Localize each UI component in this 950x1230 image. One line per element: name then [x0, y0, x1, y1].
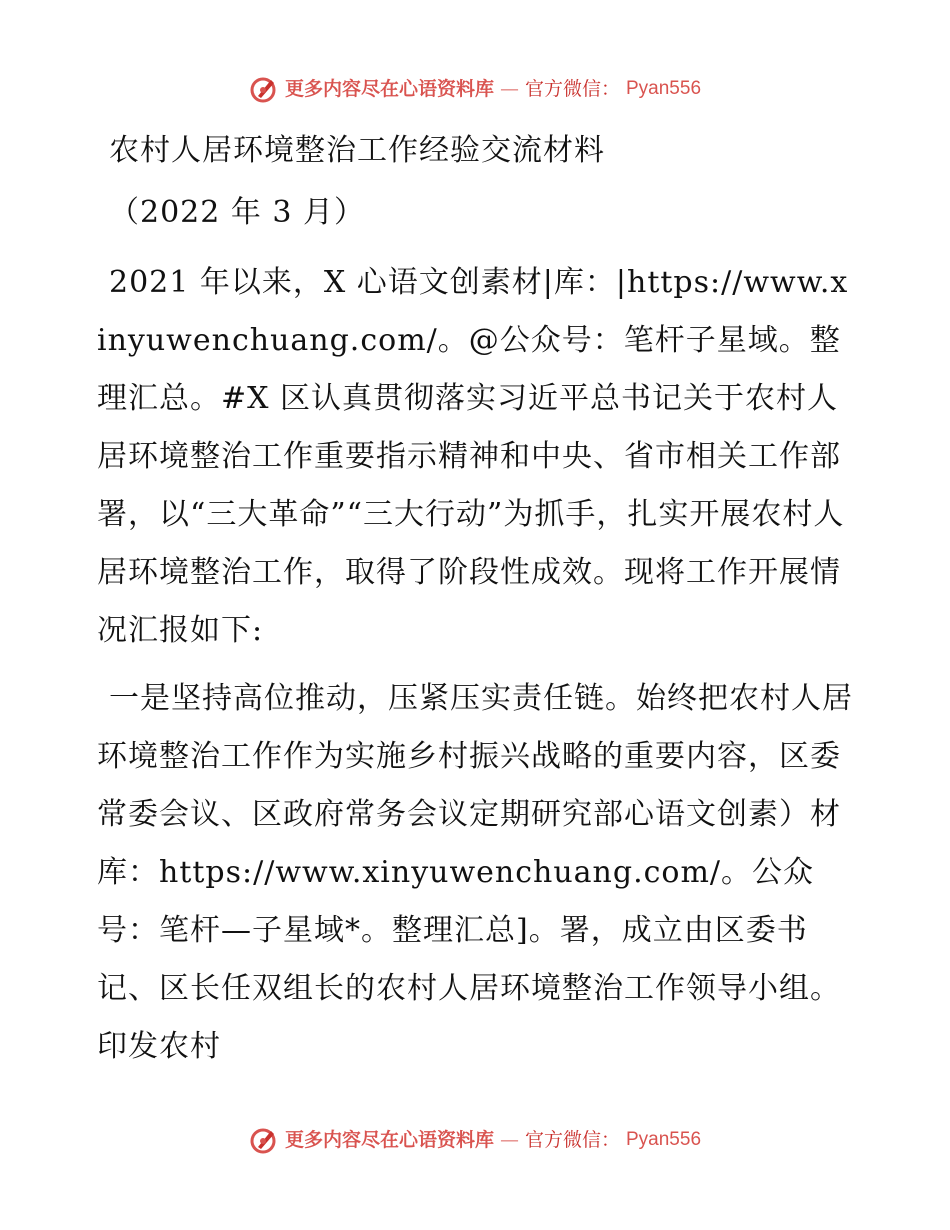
banner-text: 更多内容尽在心语资料库 — [284, 1129, 494, 1151]
quill-logo-icon — [249, 1125, 279, 1155]
banner-text: 更多内容尽在心语资料库 — [284, 78, 494, 100]
banner-wechat-id: Pyan556 — [626, 78, 702, 99]
paragraph-intro: 2021 年以来，X 心语文创素材|库：|https://www.xinyuwenchuang.com/。@公众号：笔杆子星域。整理汇总。#X 区认真贯彻落实习近平总书记关于农村人居环境整治工作重要指示精神和中央、省市相关工作部署，以“三大革命”“三大行动”为抓手，扎实开展农村人居环境整治工作，取得了阶段性成效。现将工作开展情况汇报如下: — [97, 265, 849, 648]
banner-wechat-id: Pyan556 — [626, 1129, 702, 1150]
banner-separator: — — [499, 78, 519, 100]
document-date: （2022 年 3 月） — [109, 195, 366, 230]
document-title: 农村人居环境整治工作经验交流材料 — [109, 133, 605, 168]
banner-separator: — — [499, 1129, 519, 1151]
document-body — [97, 122, 857, 1086]
banner-official-label: 官方微信： — [524, 1129, 620, 1151]
quill-logo-icon — [249, 74, 279, 104]
paragraph-first-point: 一是坚持高位推动，压紧压实责任链。始终把农村人居环境整治工作作为实施乡村振兴战略的重要内容，区委常委会议、区政府常务会议定期研究部心语文创素）材库：https://www.xinyuwenchuang.com/。公众号：笔杆—子星域*。整理汇总]。署，成立由区委书记、区长任双组长的农村人居环境整治工作领导小组。印发农村 — [97, 681, 853, 1064]
header-banner — [0, 74, 950, 104]
footer-banner — [0, 1125, 950, 1155]
banner-official-label: 官方微信： — [524, 78, 620, 100]
